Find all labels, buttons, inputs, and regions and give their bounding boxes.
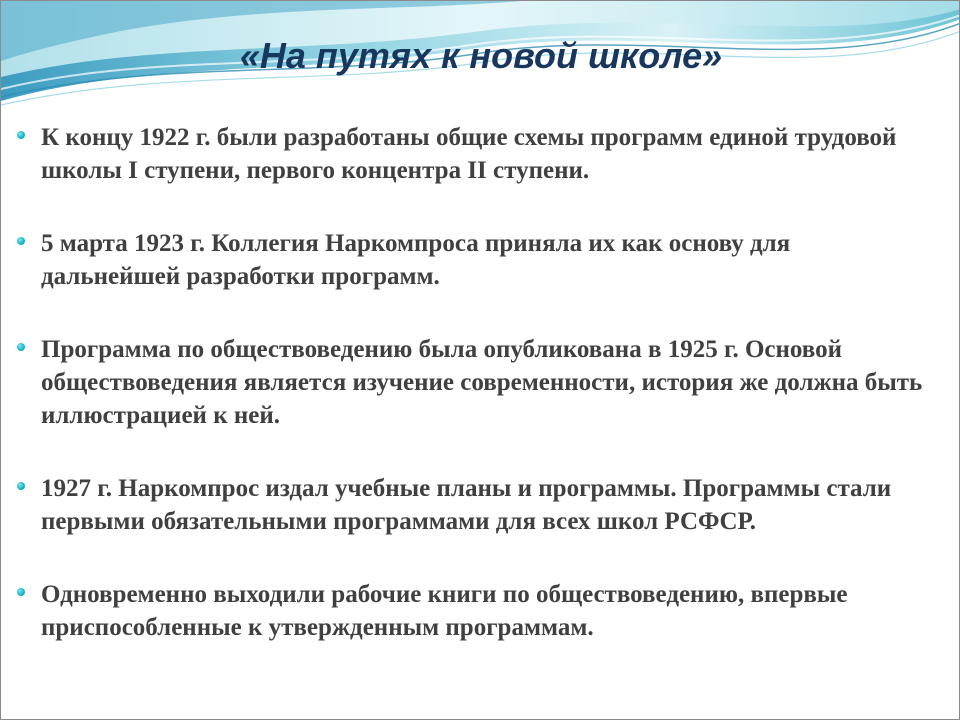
bullet-icon [17, 343, 25, 351]
bullet-icon [17, 482, 25, 490]
list-item-text: 5 марта 1923 г. Коллегия Наркомпроса приняла их как основу для дальнейшей разработки программ. [41, 230, 791, 290]
bullet-icon [17, 237, 25, 245]
list-item [17, 472, 927, 538]
slide-title: «На путях к новой школе» [239, 35, 723, 76]
list-item-text: Одновременно выходили рабочие книги по обществоведению, впервые приспособленные к утвержденным программам. [41, 581, 848, 641]
list-item-text: Программа по обществоведению была опубликована в 1925 г. Основой обществоведения является изучение современности, история же должна быть иллюстрацией к ней. [41, 336, 923, 429]
bullet-icon [17, 131, 25, 139]
list-item [17, 333, 927, 432]
bullet-list [17, 121, 927, 644]
list-item [17, 578, 927, 644]
list-item-text: 1927 г. Наркомпрос издал учебные планы и программы. Программы стали первыми обязательными программами для всех школ РСФСР. [41, 475, 892, 535]
list-item [17, 227, 927, 293]
list-item-text: К концу 1922 г. были разработаны общие схемы программ единой трудовой школы I ступени, первого концентра II ступени. [41, 124, 897, 184]
list-item [17, 121, 927, 187]
bullet-icon [17, 588, 25, 596]
